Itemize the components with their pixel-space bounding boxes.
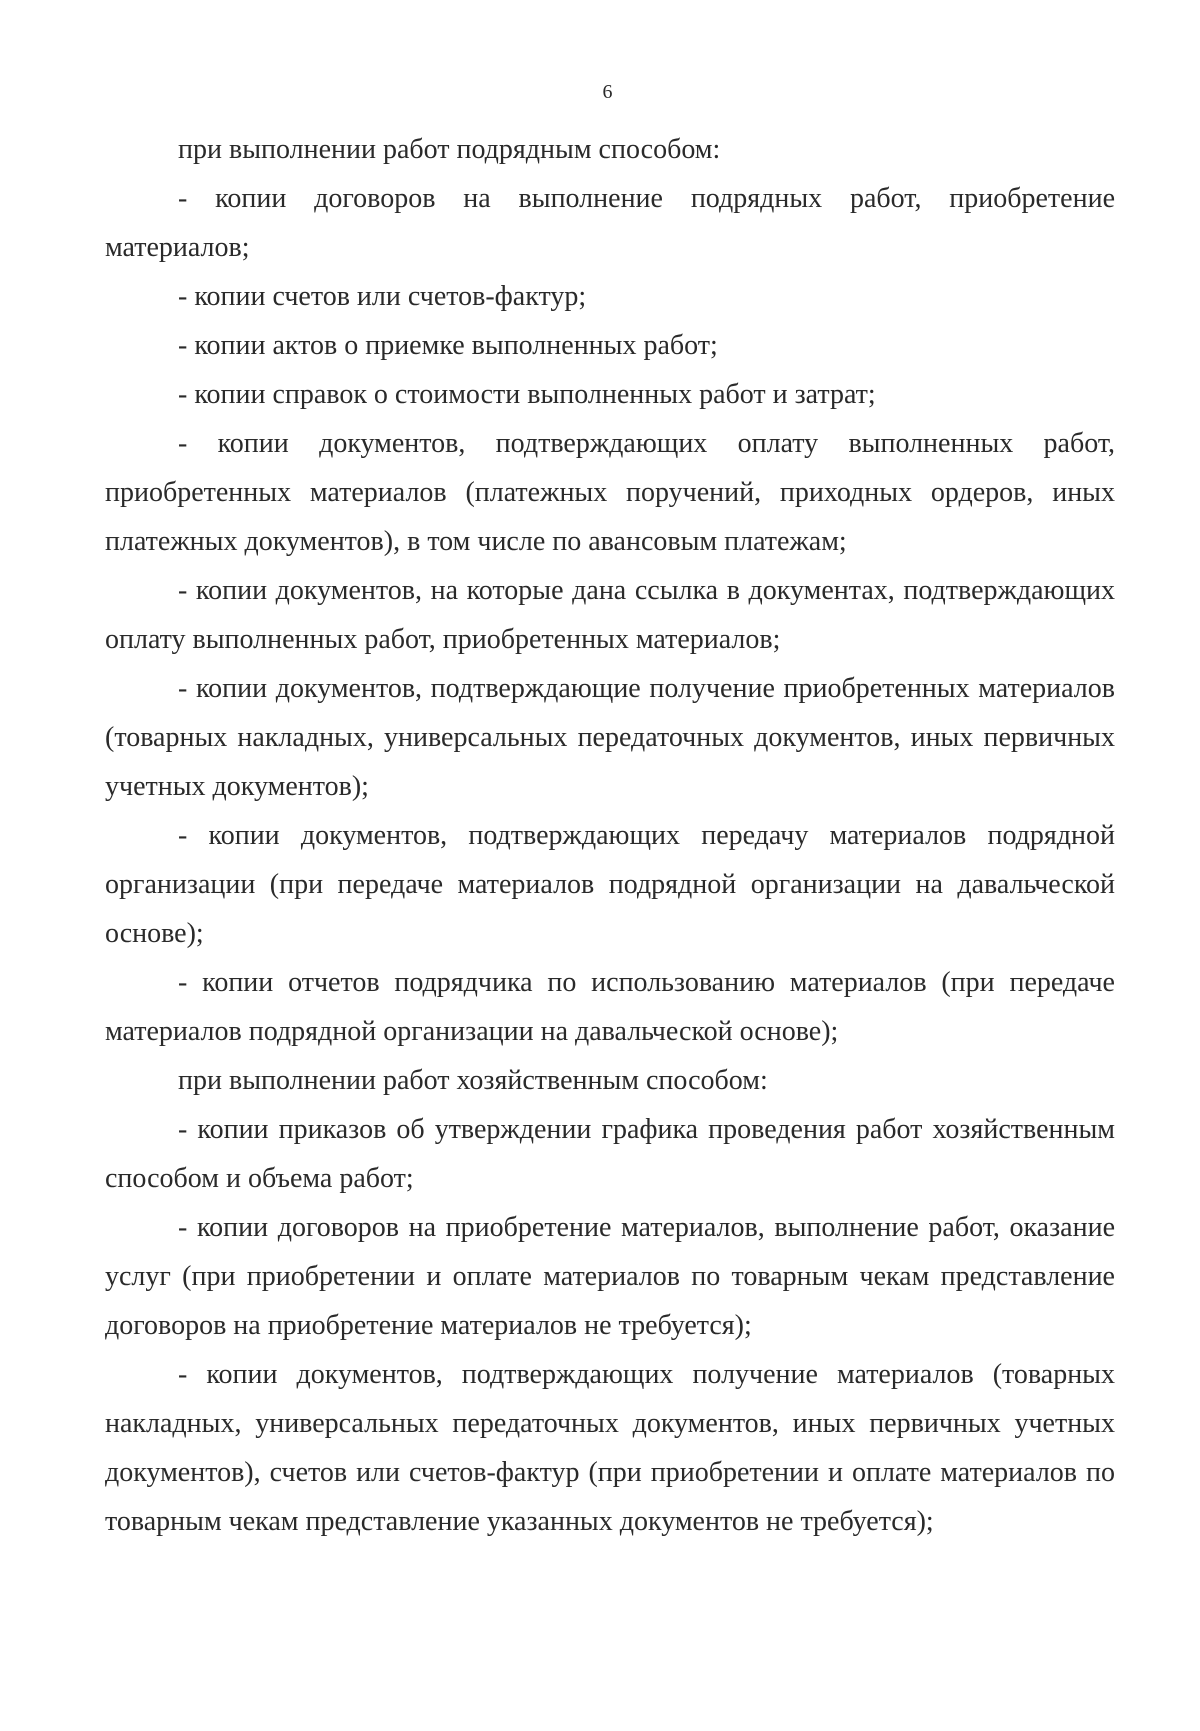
list-item: - копии документов, подтверждающих передачу материалов подрядной организации (при передаче материалов подрядной организации на давальческой основе); xyxy=(105,820,1115,949)
list-item: - копии документов, подтверждающих получение материалов (товарных накладных, универсальных передаточных документов, иных первичных учетных документов), счетов или счетов-фактур (при приобретении и оплате материалов по товарным чекам представление указанных документов не требуется); xyxy=(105,1359,1115,1537)
list-item: - копии справок о стоимости выполненных работ и затрат; xyxy=(178,379,876,410)
list-item: - копии отчетов подрядчика по использованию материалов (при передаче материалов подрядной организации на давальческой основе); xyxy=(105,967,1115,1047)
list-item: - копии договоров на выполнение подрядных работ, приобретение материалов; xyxy=(105,183,1115,263)
list-item: - копии договоров на приобретение материалов, выполнение работ, оказание услуг (при приобретении и оплате материалов по товарным чекам представление договоров на приобретение материалов не требуется); xyxy=(105,1212,1115,1341)
page-number: 6 xyxy=(602,81,613,103)
list-item: - копии актов о приемке выполненных работ; xyxy=(178,330,718,361)
section-heading-contract-method: при выполнении работ подрядным способом: xyxy=(178,134,721,165)
list-item: - копии приказов об утверждении графика проведения работ хозяйственным способом и объема работ; xyxy=(105,1114,1115,1194)
list-item: - копии документов, подтверждающих оплату выполненных работ, приобретенных материалов (платежных поручений, приходных ордеров, иных платежных документов), в том числе по авансовым платежам; xyxy=(105,428,1115,557)
document-body xyxy=(105,125,1115,1546)
list-item: - копии документов, на которые дана ссылка в документах, подтверждающих оплату выполненных работ, приобретенных материалов; xyxy=(105,575,1115,655)
list-item: - копии счетов или счетов-фактур; xyxy=(178,281,587,312)
list-item: - копии документов, подтверждающие получение приобретенных материалов (товарных накладных, универсальных передаточных документов, иных первичных учетных документов); xyxy=(105,673,1115,802)
section-heading-economic-method: при выполнении работ хозяйственным способом: xyxy=(178,1065,768,1096)
